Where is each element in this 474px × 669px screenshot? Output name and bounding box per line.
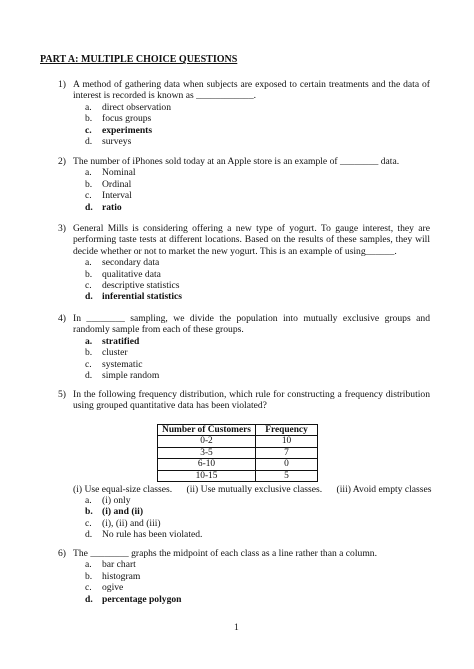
rule-ii: (ii) Use mutually exclusive classes.	[186, 484, 323, 495]
option-d: d. simple random	[85, 370, 160, 382]
table-row	[158, 459, 318, 470]
page-number: 1	[234, 622, 239, 633]
question-number: 6)	[58, 548, 66, 559]
option-a: a. bar chart	[85, 559, 136, 571]
option-a: a. direct observation	[85, 101, 171, 113]
question-number: 5)	[58, 389, 66, 400]
option-list	[85, 102, 430, 148]
option-b: b. cluster	[85, 347, 128, 359]
option-a: a. (i) only	[85, 495, 131, 506]
rule-iii: (iii) Avoid empty classes	[336, 484, 432, 495]
question-5-options	[85, 495, 385, 541]
table-cell: 5	[256, 470, 318, 481]
table-cell: 10	[256, 436, 318, 447]
table-cell: 3-5	[158, 447, 256, 458]
option-d: d. No rule has been violated.	[85, 529, 203, 541]
option-list	[85, 167, 430, 213]
option-c: c. (i), (ii) and (iii)	[85, 517, 161, 529]
question-5	[58, 389, 430, 412]
question-4	[58, 313, 430, 381]
question-number: 1)	[58, 79, 66, 90]
table-row	[158, 470, 318, 481]
question-stem: General Mills is considering offering a new type of yogurt. To gauge interest, they are performing taste tests at different locations. Based on the results of these samples, they will decide whether or not to market the new yogurt. This is an example of using______.	[73, 223, 430, 257]
table-cell: 7	[256, 447, 318, 458]
table-row	[158, 436, 318, 447]
option-b-answer: b. (i) and (ii)	[85, 506, 144, 518]
option-c: c. ogive	[85, 582, 124, 594]
option-b: b. focus groups	[85, 113, 152, 125]
option-b: b. Ordinal	[85, 178, 132, 190]
question-stem: In ________ sampling, we divide the population into mutually exclusive groups and randomly sample from each of these groups.	[73, 313, 430, 336]
option-c: c. Interval	[85, 190, 132, 202]
option-a-answer: a. stratified	[85, 335, 140, 347]
question-3	[58, 223, 430, 303]
question-1	[58, 79, 430, 147]
option-list	[85, 257, 430, 303]
option-d-answer: d. percentage polygon	[85, 593, 182, 605]
option-list	[85, 559, 430, 605]
frequency-table	[157, 424, 318, 482]
option-b: b. histogram	[85, 570, 141, 582]
option-d-answer: d. ratio	[85, 201, 122, 213]
question-stem: In the following frequency distribution, which rule for constructing a frequency distribution using grouped quantitative data has been violated?	[73, 389, 430, 412]
option-c: c. systematic	[85, 358, 143, 370]
table-row	[158, 447, 318, 458]
question-6	[58, 548, 430, 605]
option-b: b. qualitative data	[85, 268, 161, 280]
option-c: c. descriptive statistics	[85, 280, 180, 292]
question-number: 4)	[58, 313, 66, 324]
option-d: d. surveys	[85, 136, 132, 148]
table-cell: 6-10	[158, 459, 256, 470]
rules-line	[73, 484, 443, 495]
question-number: 3)	[58, 223, 66, 234]
section-heading: PART A: MULTIPLE CHOICE QUESTIONS	[40, 54, 238, 65]
table-cell: 10-15	[158, 470, 256, 481]
table-cell: 0-2	[158, 436, 256, 447]
option-list	[85, 336, 430, 382]
table-cell: 0	[256, 459, 318, 470]
option-d-answer: d. inferential statistics	[85, 291, 183, 303]
question-stem: A method of gathering data when subjects are exposed to certain treatments and the data of interest is recorded is known as ____________.	[73, 79, 430, 102]
question-stem: The ________ graphs the midpoint of each class as a line rather than a column.	[73, 548, 377, 559]
table-header-row	[158, 425, 318, 436]
option-c-answer: c. experiments	[85, 124, 153, 136]
question-2	[58, 156, 430, 213]
question-number: 2)	[58, 156, 66, 167]
rule-i: (i) Use equal-size classes.	[73, 484, 173, 495]
table-header: Number of Customers	[158, 425, 256, 436]
option-a: a. Nominal	[85, 167, 136, 179]
option-list	[85, 495, 385, 541]
table-header: Frequency	[256, 425, 318, 436]
question-stem: The number of iPhones sold today at an Apple store is an example of ________ data.	[73, 156, 400, 167]
option-a: a. secondary data	[85, 257, 160, 269]
